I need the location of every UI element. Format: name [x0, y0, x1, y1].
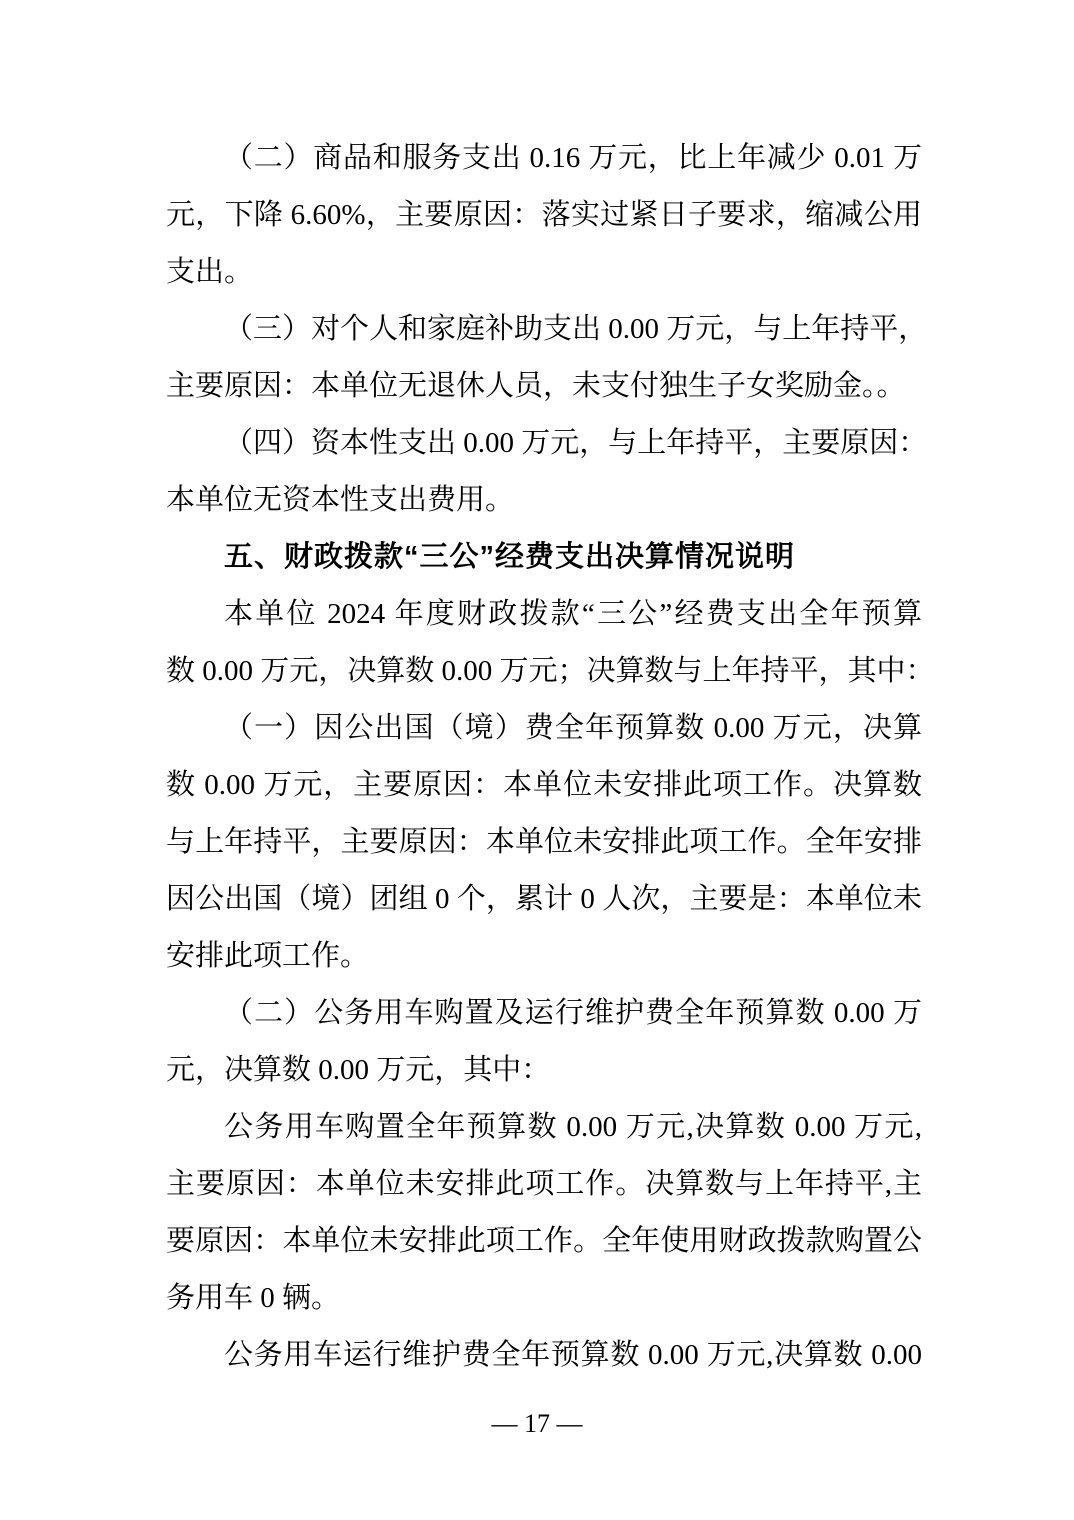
document-line: （四）资本性支出 0.00 万元，与上年持平，主要原因：	[224, 427, 928, 459]
document-line: 本单位无资本性支出费用。	[166, 484, 515, 516]
document-line: 元，决算数 0.00 万元，其中：	[166, 1054, 551, 1086]
document-line: 元，下降 6.60%，主要原因：落实过紧日子要求，缩减公用	[166, 199, 922, 231]
document-line: 要原因：本单位未安排此项工作。全年使用财政拨款购置公	[166, 1225, 922, 1257]
document-line: 数 0.00 万元，主要原因：本单位未安排此项工作。决算数	[166, 769, 922, 801]
document-line: 数 0.00 万元，决算数 0.00 万元；决算数与上年持平，其中：	[166, 655, 935, 687]
document-line: 公务用车购置全年预算数 0.00 万元,决算数 0.00 万元,	[224, 1111, 922, 1143]
document-line: 本单位 2024 年度财政拨款“三公”经费支出全年预算	[224, 598, 922, 630]
document-line: （二）公务用车购置及运行维护费全年预算数 0.00 万	[224, 997, 922, 1029]
page-number: — 17 —	[491, 1409, 583, 1438]
document-body	[166, 130, 935, 1384]
document-line: 安排此项工作。	[166, 940, 370, 972]
document-line: 因公出国（境）团组 0 个，累计 0 人次，主要是：本单位未	[166, 883, 922, 915]
document-line: 支出。	[166, 256, 254, 288]
document-line: 主要原因：本单位无退休人员，未支付独生子女奖励金。。	[166, 370, 906, 402]
document-line: （三）对个人和家庭补助支出 0.00 万元，与上年持平，	[224, 313, 928, 345]
document-line: 务用车 0 辆。	[166, 1282, 341, 1314]
document-line: （一）因公出国（境）费全年预算数 0.00 万元，决算	[224, 712, 922, 744]
section-heading: 五、财政拨款“三公”经费支出决算情况说明	[224, 541, 796, 573]
document-line: 与上年持平，主要原因：本单位未安排此项工作。全年安排	[166, 826, 922, 858]
document-line: 主要原因：本单位未安排此项工作。决算数与上年持平,主	[166, 1168, 922, 1200]
document-line: 公务用车运行维护费全年预算数 0.00 万元,决算数 0.00	[224, 1339, 922, 1371]
document-line: （二）商品和服务支出 0.16 万元，比上年减少 0.01 万	[224, 142, 922, 174]
